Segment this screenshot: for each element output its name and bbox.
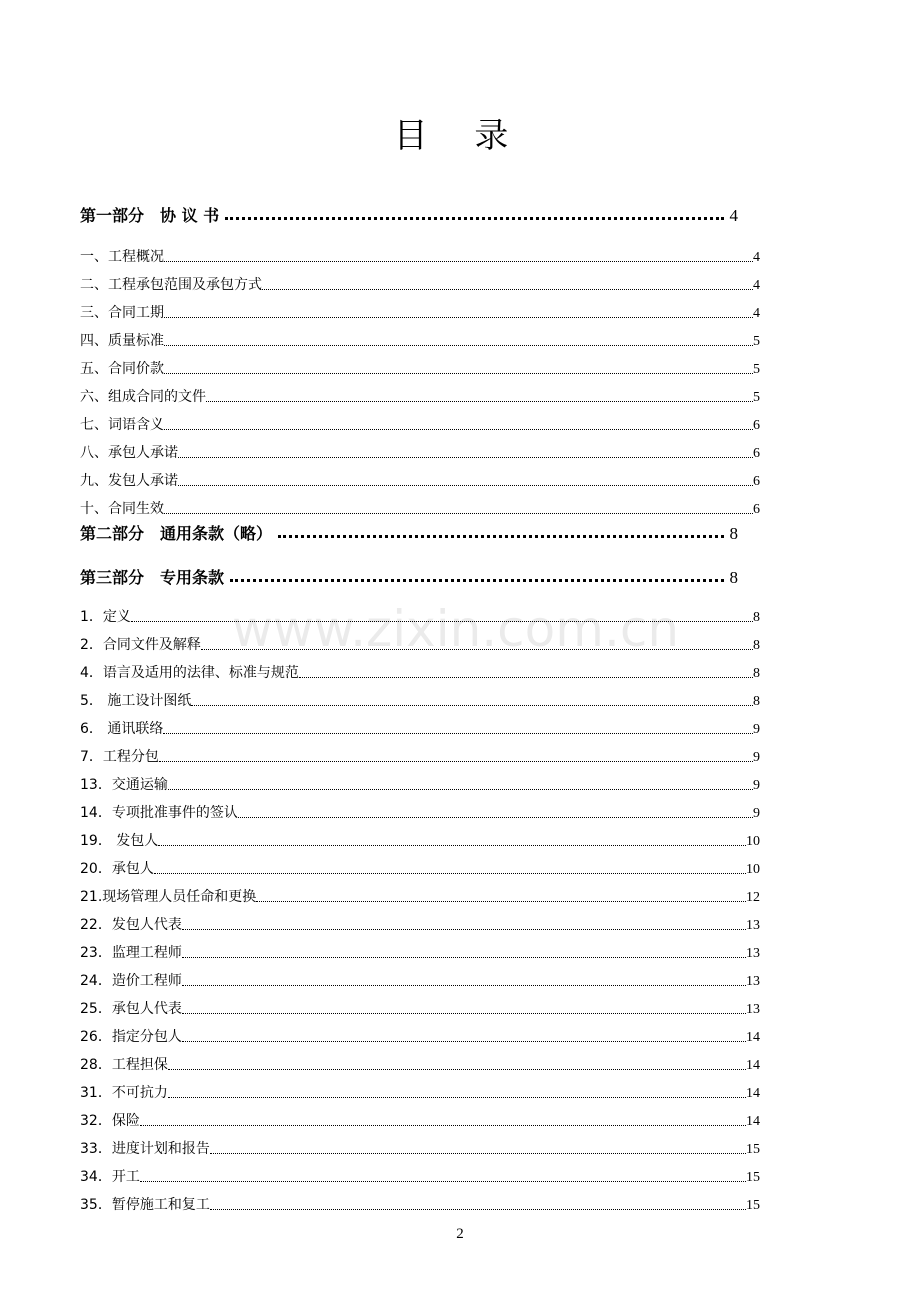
toc-entry-label: 31．不可抗力 — [80, 1085, 168, 1101]
toc-entry[interactable] — [80, 886, 760, 906]
toc-entry[interactable] — [80, 1082, 760, 1102]
dot-leader — [140, 1125, 746, 1126]
toc-entry-page: 15 — [746, 1142, 760, 1157]
toc-entry-page: 8 — [753, 610, 760, 625]
toc-entry[interactable] — [80, 942, 760, 962]
toc-entry-label: 第二部分 通用条款（略） — [80, 524, 273, 543]
toc-entry-label: 14．专项批准事件的签认 — [80, 805, 238, 821]
toc-entry-page: 9 — [753, 722, 760, 737]
toc-entry-page: 6 — [753, 446, 760, 461]
dot-leader — [131, 621, 753, 622]
toc-entry-page: 6 — [753, 474, 760, 489]
toc-entry[interactable] — [80, 662, 760, 682]
toc-entry[interactable] — [80, 606, 760, 626]
toc-entry-page: 4 — [753, 306, 760, 321]
toc-entry-label: 十、合同生效 — [80, 501, 164, 517]
toc-entry-label: 1．定义 — [80, 609, 131, 625]
toc-entry-label: 一、工程概况 — [80, 249, 164, 265]
toc-entry-label: 26．指定分包人 — [80, 1029, 182, 1045]
toc-entry[interactable] — [80, 274, 760, 294]
page-number: 2 — [456, 1226, 464, 1242]
toc-entry-label: 25．承包人代表 — [80, 1001, 182, 1017]
toc-entry[interactable] — [80, 858, 760, 878]
toc-entry[interactable] — [80, 302, 760, 322]
toc-entry[interactable] — [80, 442, 760, 462]
toc-entry-page: 9 — [753, 750, 760, 765]
toc-entry-label: 二、工程承包范围及承包方式 — [80, 277, 262, 293]
toc-entry-page: 5 — [753, 390, 760, 405]
dot-leader — [191, 705, 753, 706]
toc-entry-label: 6． 通讯联络 — [80, 721, 164, 737]
toc-entry[interactable] — [80, 414, 760, 434]
dot-leader — [182, 985, 746, 986]
toc-entry-page: 14 — [746, 1030, 760, 1045]
toc-entry-page: 13 — [746, 1002, 760, 1017]
toc-entry-label: 第一部分 协 议 书 — [80, 206, 220, 225]
dot-leader — [299, 677, 753, 678]
toc-entry[interactable] — [80, 1166, 760, 1186]
toc-entry[interactable] — [80, 498, 760, 518]
dot-leader — [164, 345, 753, 346]
toc-entry[interactable] — [80, 774, 760, 794]
toc-entry-label: 5． 施工设计图纸 — [80, 693, 192, 709]
toc-entry-page: 4 — [753, 278, 760, 293]
toc-entry[interactable] — [80, 386, 760, 406]
toc-entry-label: 13．交通运输 — [80, 777, 168, 793]
dot-leader — [164, 373, 753, 374]
toc-entry-page: 8 — [729, 524, 738, 543]
toc-section-heading[interactable] — [80, 518, 760, 544]
toc-entry-label: 20．承包人 — [80, 861, 154, 877]
dot-leader — [230, 579, 723, 582]
toc-entry-label: 22．发包人代表 — [80, 917, 182, 933]
dot-leader — [168, 789, 753, 790]
dot-leader — [225, 217, 723, 220]
toc-entry-page: 14 — [746, 1114, 760, 1129]
toc-entry-label: 21.现场管理人员任命和更换 — [80, 889, 257, 905]
dot-leader — [164, 429, 753, 430]
toc-entry-label: 八、承包人承诺 — [80, 445, 178, 461]
dot-leader — [154, 873, 746, 874]
dot-leader — [210, 1153, 746, 1154]
toc-entry-page: 10 — [746, 862, 760, 877]
toc-entry-label: 33．进度计划和报告 — [80, 1141, 210, 1157]
toc-entry-page: 13 — [746, 918, 760, 933]
toc-entry-label: 九、发包人承诺 — [80, 473, 178, 489]
dot-leader — [168, 1097, 746, 1098]
toc-entry-label: 七、词语含义 — [80, 417, 164, 433]
toc-entry-page: 9 — [753, 778, 760, 793]
dot-leader — [178, 485, 753, 486]
toc-entry[interactable] — [80, 1110, 760, 1130]
toc-entry-label: 34．开工 — [80, 1169, 140, 1185]
toc-entry-page: 8 — [753, 638, 760, 653]
dot-leader — [210, 1209, 746, 1210]
toc-entry-page: 8 — [753, 694, 760, 709]
toc-entry-label: 35．暂停施工和复工 — [80, 1197, 210, 1213]
toc-section-heading[interactable] — [80, 200, 760, 226]
toc-entry[interactable] — [80, 802, 760, 822]
toc-entry-label: 五、合同价款 — [80, 361, 164, 377]
toc-entry-label: 19． 发包人 — [80, 833, 159, 849]
dot-leader — [168, 1069, 746, 1070]
toc-entry-page: 6 — [753, 418, 760, 433]
toc-entry[interactable] — [80, 358, 760, 378]
dot-leader — [182, 1013, 746, 1014]
dot-leader — [140, 1181, 746, 1182]
page-title: 目 录 — [393, 116, 527, 156]
toc-section-heading[interactable] — [80, 562, 760, 588]
toc-entry-page: 10 — [746, 834, 760, 849]
toc-entry-label: 六、组成合同的文件 — [80, 389, 206, 405]
dot-leader — [278, 535, 723, 538]
toc-entry-page: 8 — [753, 666, 760, 681]
dot-leader — [163, 733, 753, 734]
toc-entry-page: 15 — [746, 1170, 760, 1185]
toc-entry[interactable] — [80, 690, 760, 710]
toc-entry[interactable] — [80, 970, 760, 990]
toc-entry-page: 8 — [729, 568, 738, 587]
dot-leader — [201, 649, 753, 650]
dot-leader — [182, 957, 746, 958]
toc-entry-page: 5 — [753, 362, 760, 377]
toc-entry-page: 14 — [746, 1086, 760, 1101]
toc-entry[interactable] — [80, 998, 760, 1018]
toc-entry-label: 第三部分 专用条款 — [80, 568, 225, 587]
dot-leader — [159, 761, 753, 762]
toc-entry-label: 四、质量标准 — [80, 333, 164, 349]
dot-leader — [158, 845, 746, 846]
toc-entry-page: 13 — [746, 946, 760, 961]
toc-entry-label: 24．造价工程师 — [80, 973, 182, 989]
toc-entry[interactable] — [80, 634, 760, 654]
dot-leader — [238, 817, 753, 818]
toc-entry[interactable] — [80, 1054, 760, 1074]
toc-entry[interactable] — [80, 830, 760, 850]
toc-entry-page: 13 — [746, 974, 760, 989]
toc-entry[interactable] — [80, 246, 760, 266]
toc-entry[interactable] — [80, 1138, 760, 1158]
toc-entry-label: 三、合同工期 — [80, 305, 164, 321]
toc-entry-label: 4．语言及适用的法律、标准与规范 — [80, 665, 299, 681]
toc-entry-page: 5 — [753, 334, 760, 349]
toc-entry-label: 28．工程担保 — [80, 1057, 168, 1073]
toc-entry[interactable] — [80, 1026, 760, 1046]
toc-entry-page: 6 — [753, 502, 760, 517]
dot-leader — [164, 513, 753, 514]
toc-entry[interactable] — [80, 746, 760, 766]
dot-leader — [206, 401, 753, 402]
dot-leader — [164, 317, 753, 318]
toc-entry-page: 9 — [753, 806, 760, 821]
toc-entry-page: 4 — [729, 206, 738, 225]
toc-entry-label: 23．监理工程师 — [80, 945, 182, 961]
dot-leader — [164, 261, 753, 262]
toc-entry-page: 15 — [746, 1198, 760, 1213]
dot-leader — [182, 1041, 746, 1042]
toc-entry-page: 14 — [746, 1058, 760, 1073]
toc-entry-label: 32．保险 — [80, 1113, 140, 1129]
toc-entry[interactable] — [80, 330, 760, 350]
toc-entry-page: 4 — [753, 250, 760, 265]
dot-leader — [178, 457, 753, 458]
toc-entry[interactable] — [80, 470, 760, 490]
toc-entry-page: 12 — [746, 890, 760, 905]
toc-entry[interactable] — [80, 718, 760, 738]
toc-entry-label: 7．工程分包 — [80, 749, 159, 765]
toc-entry[interactable] — [80, 1194, 760, 1214]
toc-entry-label: 2．合同文件及解释 — [80, 637, 201, 653]
dot-leader — [182, 929, 746, 930]
dot-leader — [262, 289, 753, 290]
dot-leader — [256, 901, 746, 902]
watermark: www.zixin.com.cn — [232, 600, 680, 658]
toc-entry[interactable] — [80, 914, 760, 934]
